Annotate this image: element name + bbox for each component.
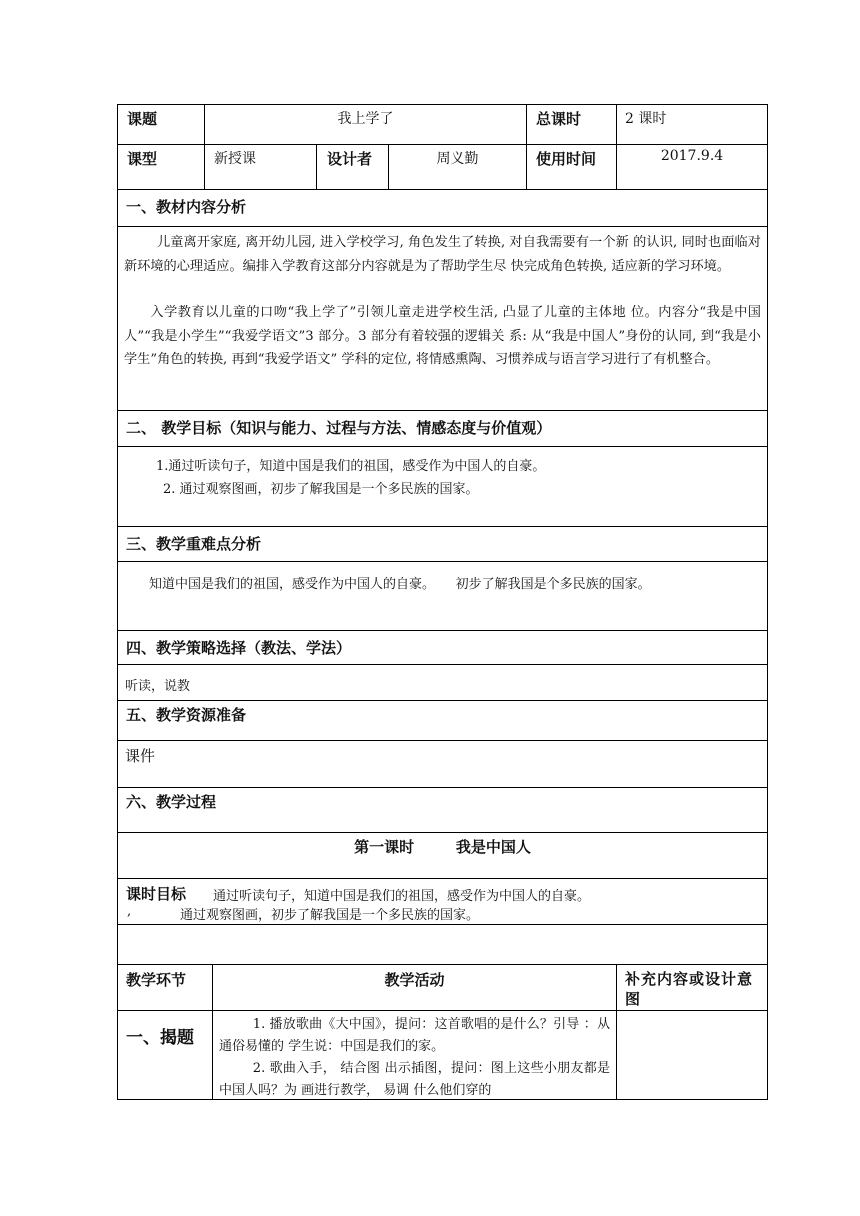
lesson-title: 第一课时 我是中国人 bbox=[354, 838, 531, 856]
designer-value: 周义勤 bbox=[436, 151, 479, 167]
total-hours-value: 2 课时 bbox=[625, 111, 667, 127]
section-2-body bbox=[117, 447, 768, 527]
type-row bbox=[117, 145, 768, 190]
section-4-body bbox=[117, 665, 768, 701]
section-1-title-row bbox=[117, 190, 768, 227]
lesson-goal-line-2: 通过观察图画，初步了解我国是一个多民族的国家。 bbox=[180, 908, 480, 923]
section-1-para-2: 入学教育以儿童的口吻“我上学了”引领儿童走进学校生活, 凸显了儿童的主体地 位。内容分“我是中国人”“我是小学生”“我爱学语文”3 部分。3 部分有着较强的逻辑关 系: 从“我是中国人”身份的认同, 到“我是小学生”角色的转换, 再到“我爱学语文” 学科的定位, 将情感熏陶、习惯养成与语言学习进行了有机整合。 bbox=[124, 305, 761, 367]
blank-row bbox=[117, 925, 768, 965]
col-stage-header: 教学环节 bbox=[126, 971, 187, 989]
lesson-goal-row bbox=[117, 879, 768, 925]
lesson-title-row bbox=[117, 833, 768, 879]
process-row-1 bbox=[117, 1011, 768, 1100]
goal-item-1: 1.通过听读句子，知道中国是我们的祖国，感受作为中国人的自豪。 bbox=[156, 459, 546, 474]
lesson-goal-label: 课时目标 bbox=[126, 885, 187, 903]
section-4-title-row bbox=[117, 631, 768, 665]
topic-label: 课题 bbox=[127, 110, 158, 128]
date-label: 使用时间 bbox=[536, 150, 597, 168]
section-2-title: 二、 教学目标（知识与能力、过程与方法、情感态度与价值观） bbox=[126, 419, 552, 437]
section-4-title: 四、教学策略选择（教法、学法） bbox=[126, 639, 352, 657]
section-2-title-row bbox=[117, 411, 768, 447]
notes-cell-1 bbox=[617, 1011, 767, 1099]
activity-2-text: 2. 歌曲入手， 结合图 出示插图，提问：图上这些小朋友都是中国人吗？为 画进行教学， 易调 什么他们穿的 bbox=[219, 1061, 610, 1098]
topic-value: 我上学了 bbox=[337, 111, 394, 127]
process-header-row bbox=[117, 965, 768, 1011]
section-5-title-row bbox=[117, 701, 768, 741]
section-6-title-row bbox=[117, 788, 768, 833]
section-1-body bbox=[117, 227, 768, 411]
topic-row bbox=[117, 104, 768, 145]
type-label: 课型 bbox=[127, 150, 158, 168]
date-value: 2017.9.4 bbox=[660, 148, 724, 164]
section-5-body bbox=[117, 741, 768, 788]
key-points-text: 知道中国是我们的祖国，感受作为中国人的自豪。 初步了解我国是个多民族的国家。 bbox=[149, 577, 651, 592]
section-3-title: 三、教学重难点分析 bbox=[126, 535, 262, 553]
col-notes-header: 补充内容或设计意图 bbox=[625, 970, 754, 1008]
designer-label: 设计者 bbox=[327, 150, 373, 168]
section-3-title-row bbox=[117, 527, 768, 562]
section-1-title: 一、教材内容分析 bbox=[126, 198, 247, 216]
goal-item-2: 2. 通过观察图画，初步了解我国是一个多民族的国家。 bbox=[163, 482, 479, 497]
activity-1-text: 1. 播放歌曲《大中国》，提问：这首歌唱的是什么？引导 ：从通俗易懂的 学生说：中国是我们的家。 bbox=[219, 1017, 610, 1054]
type-value: 新授课 bbox=[214, 151, 256, 167]
lesson-goal-prefix: , bbox=[127, 904, 132, 919]
section-1-para-1: 儿童离开家庭, 离开幼儿园, 进入学校学习, 角色发生了转换, 对自我需要有一个新 的认识, 同时也面临对新环境的心理适应。编排入学教育这部分内容就是为了帮助学生尽 快完成角色转换, 适应新的学习环境。 bbox=[124, 235, 761, 274]
strategy-text: 听读，说教 bbox=[125, 679, 191, 694]
total-hours-label: 总课时 bbox=[536, 110, 582, 128]
col-activity-header: 教学活动 bbox=[384, 971, 445, 989]
section-5-title: 五、教学资源准备 bbox=[126, 706, 247, 724]
section-3-body bbox=[117, 562, 768, 631]
lesson-plan-table bbox=[117, 104, 768, 1100]
section-6-title: 六、教学过程 bbox=[126, 793, 217, 811]
resources-text: 课件 bbox=[125, 747, 156, 765]
lesson-goal-line-1: 通过听读句子，知道中国是我们的祖国，感受作为中国人的自豪。 bbox=[213, 889, 591, 904]
stage-1-label: 一、揭题 bbox=[126, 1028, 194, 1048]
